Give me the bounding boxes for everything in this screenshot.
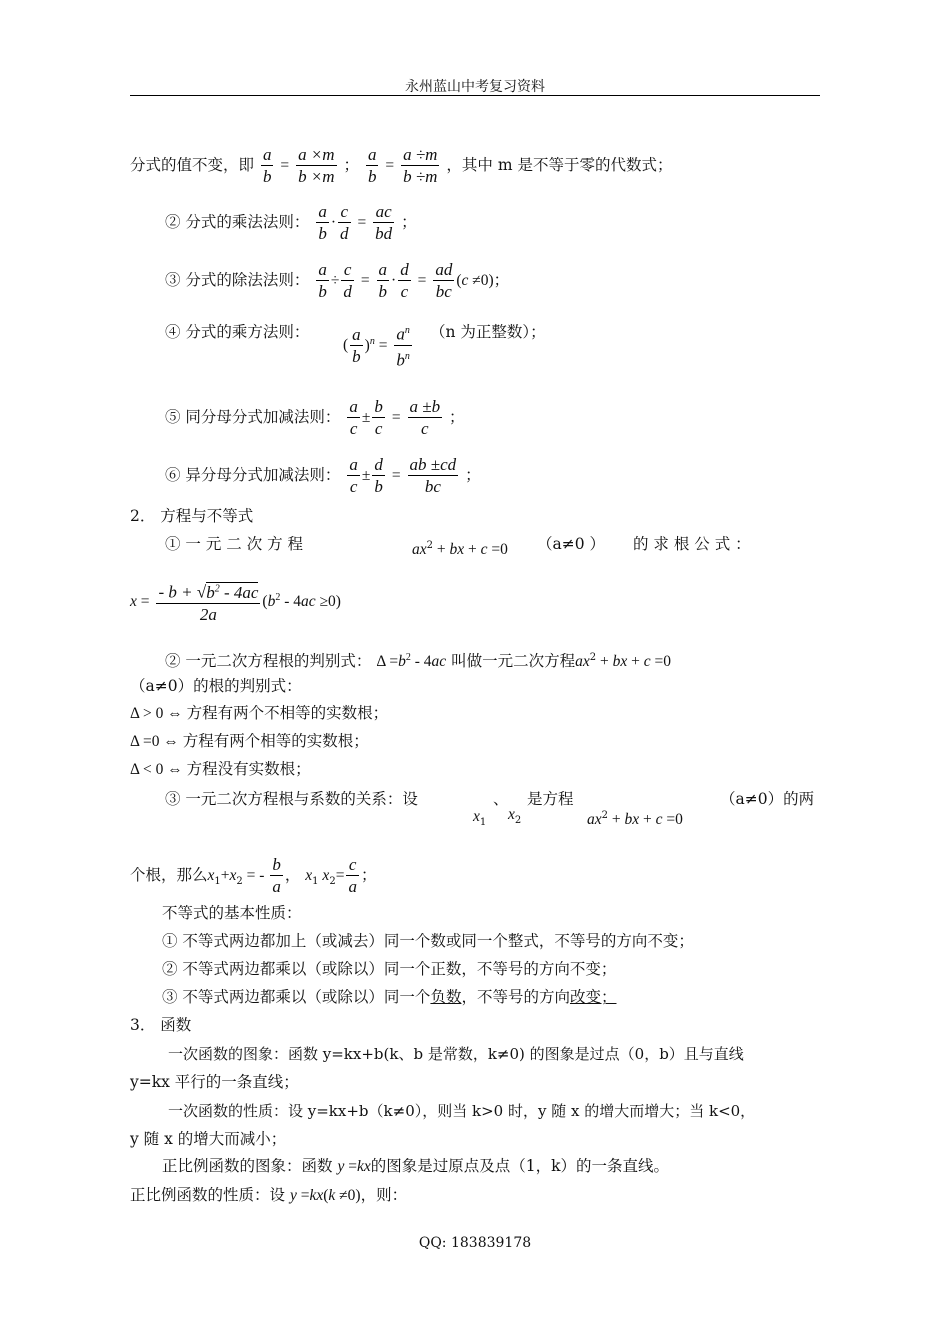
text-span: 分式的值不变，即 xyxy=(130,156,255,174)
vieta-line2: 个根，那么$x_1+x_2$ = - $\frac{b}{a}$ ， $x_1$ $x_2=$ $\frac{c}{a}$ ； xyxy=(130,855,377,896)
text-span: 方程有两个相等的实数根； xyxy=(182,732,369,750)
formula: $\frac{a}{b}$ xyxy=(378,260,388,301)
disc-lt0: Δ < 0 ⇔ 方程没有实数根； xyxy=(130,760,311,778)
formula: $\frac{b}{c}$ xyxy=(374,397,383,438)
text-span: 改变； xyxy=(569,988,617,1006)
linear-props: 一次函数的性质：设 y=kx+b（k≠0），则当 k>0 时，y 随 x 的增大而增大；当 k<0， xyxy=(168,1102,756,1120)
formula: $\frac{ab \pm cd}{bc}$ xyxy=(409,455,457,496)
prop-graph: 正比例函数的图象：函数 y =kx的图象是过原点及点（1，k）的一条直线。 xyxy=(162,1157,669,1175)
linear-props-2: y 随 x 的增大而减小； xyxy=(130,1130,287,1148)
text-span: 叫做一元二次方程 xyxy=(451,652,576,671)
text-span: ③ 不等式两边都乘以（或除以）同一个 xyxy=(162,988,431,1006)
text-span: ④ 分式的乘方法则： xyxy=(165,323,310,341)
diff-denom-rule: ⑥ 异分母分式加减法则： $\frac{a}{c}$ ± $\frac{d}{b}$ = $\frac{ab \pm cd}{bc}$ ； xyxy=(165,455,481,496)
formula: $\frac{a}{b}$ xyxy=(318,202,327,243)
quad-formula: $ax^2$ + bx + c =0 xyxy=(412,540,508,559)
vieta-eq: $ax^2$ + bx + c =0 xyxy=(587,810,683,829)
div-rule: ③ 分式的除法法则： $\frac{a}{b}$ ÷ $\frac{c}{d}$ = $\frac{a}{b}$ · $\frac{d}{c}$ = $\frac{ad}{bc}$ (c ≠0)； xyxy=(165,260,510,301)
text-span: ； xyxy=(449,408,465,426)
formula: $\frac{a \times m}{b \times m}$ xyxy=(298,145,335,186)
page-header: 永州蓝山中考复习资料 xyxy=(405,79,545,95)
quad-note: （a≠0 ） xyxy=(537,535,606,553)
disc-gt0: Δ > 0 ⇔ 方程有两个不相等的实数根； xyxy=(130,704,389,722)
mult-rule: ② 分式的乘法法则： $\frac{a}{b}$ · $\frac{c}{d}$ = $\frac{ac}{bd}$ ； xyxy=(165,202,417,243)
formula: $\frac{ad}{bc}$ xyxy=(435,260,453,301)
vieta-x1: $x_1$ xyxy=(473,808,487,829)
linear-graph-2: y=kx 平行的一条直线； xyxy=(130,1073,299,1091)
disc-tail: （a≠0）的根的判别式： xyxy=(130,677,302,695)
formula: $\frac{a}{b}$ xyxy=(352,324,361,366)
formula: $\frac{a}{c}$ xyxy=(349,455,358,496)
formula: $\frac{c}{d}$ xyxy=(340,202,349,243)
vieta-pre: ③ 一元二次方程根与系数的关系：设 xyxy=(165,790,418,808)
vieta-tail: （a≠0）的两 xyxy=(720,790,815,808)
formula: $\frac{a^n}{b^n}$ xyxy=(394,322,412,369)
text-span: ； xyxy=(343,156,360,174)
text-span: ，则： xyxy=(360,1186,408,1204)
quad-label: ① 一 元 二 次 方 程 xyxy=(165,535,304,553)
formula: $\frac{c}{d}$ xyxy=(343,260,352,301)
section-3-heading: 3． 函数 xyxy=(130,1016,192,1034)
formula: $\frac{a}{c}$ xyxy=(349,397,358,438)
disc-eq0: Δ =0 ⇔ 方程有两个相等的实数根； xyxy=(130,732,369,750)
formula: $\frac{c}{a}$ xyxy=(348,855,357,896)
ineq-2: ② 不等式两边都乘以（或除以）同一个正数，不等号的方向不变； xyxy=(162,960,617,978)
prop-props: 正比例函数的性质：设 y =kx(k ≠0)，则： xyxy=(130,1186,408,1204)
vieta-mid: 是方程 xyxy=(527,790,574,808)
formula: $\frac{d}{c}$ xyxy=(400,260,409,301)
ineq-3 xyxy=(162,987,616,1007)
linear-graph: 一次函数的图象：函数 y=kx+b(k、b 是常数，k≠0) 的图象是过点（0，b）且与直线 xyxy=(168,1045,744,1063)
ineq-1: ① 不等式两边都加上（或减去）同一个数或同一个整式，不等号的方向不变； xyxy=(162,932,694,950)
formula: $\frac{ac}{bd}$ xyxy=(375,202,393,243)
text-span: 个根，那么 xyxy=(130,866,208,884)
text-span: 正比例函数的性质：设 xyxy=(130,1186,286,1204)
formula: $\frac{a}{b}$ xyxy=(318,260,327,301)
header-rule xyxy=(130,95,820,96)
text-span: 方程有两个不相等的实数根； xyxy=(186,704,389,722)
text-span: 的图象是过原点及点（1，k）的一条直线。 xyxy=(370,1157,669,1175)
root-formula: x = $\frac{- b + √b^2 - 4ac}{2a}$ $(b^2 - 4ac \ge 0)$ xyxy=(130,580,341,624)
ineq-title: 不等式的基本性质： xyxy=(162,904,302,922)
pow-formula: ( $\frac{a}{b}$ )$^n$ = $\frac{a^n}{b^n}$ xyxy=(343,322,414,369)
text-span: ② 一元二次方程根的判别式： xyxy=(165,652,372,671)
text-span: ； xyxy=(465,466,481,484)
vieta-x2: $x_2$ xyxy=(508,806,522,827)
vieta-comma: 、 xyxy=(493,790,509,808)
quad-tail: 的 求 根 公 式 ： xyxy=(633,535,751,553)
same-denom-rule: ⑤ 同分母分式加减法则： $\frac{a}{c}$ ± $\frac{b}{c}$ = $\frac{a \pm b}{c}$ ； xyxy=(165,397,465,438)
text-span: ② 分式的乘法法则： xyxy=(165,213,310,231)
formula: $\frac{a \pm b}{c}$ xyxy=(409,397,441,438)
disc-line: ② 一元二次方程根的判别式： $\Delta =b^2 - 4ac$ 叫做一元二次方程$ax^2$ + bx + c =0 xyxy=(165,652,672,671)
text-span: ，不等号的方向 xyxy=(461,988,570,1006)
text-span: ⑤ 同分母分式加减法则： xyxy=(165,408,341,426)
formula: $\frac{d}{b}$ xyxy=(374,455,383,496)
text-span: ； xyxy=(493,271,510,289)
page-footer: QQ: 183839178 xyxy=(418,1235,532,1251)
formula: $\frac{a \div m}{b \div m}$ xyxy=(403,145,438,186)
text-span: 方程没有实数根； xyxy=(186,760,311,778)
fraction-invariance-line: 分式的值不变，即 $\frac{a}{b}$ = $\frac{a \times m}{b \times m}$ ； $\frac{a}{b}$ = $\frac{a \div m}{b \div m}$ ，其中 m 是不等于零的代数式； xyxy=(130,145,673,186)
pow-label-line xyxy=(165,322,309,342)
text-span: ，其中 m 是不等于零的代数式； xyxy=(446,156,673,174)
section-2-heading: 2． 方程与不等式 xyxy=(130,507,254,525)
text-span: ⑥ 异分母分式加减法则： xyxy=(165,466,341,484)
text-span: ； xyxy=(360,866,377,884)
formula: $\frac{- b + √b^2 - 4ac}{2a}$ xyxy=(156,580,260,624)
formula: $\frac{a}{b}$ xyxy=(262,145,272,186)
text-span: ； xyxy=(401,213,417,231)
formula: $\frac{a}{b}$ xyxy=(367,145,377,186)
pow-note: （n 为正整数）； xyxy=(430,323,546,341)
formula: $\frac{b}{a}$ xyxy=(272,855,281,896)
text-span: ③ 分式的除法法则： xyxy=(165,271,310,289)
text-span: 负数 xyxy=(430,988,462,1006)
text-span: 正比例函数的图象：函数 xyxy=(162,1157,333,1175)
